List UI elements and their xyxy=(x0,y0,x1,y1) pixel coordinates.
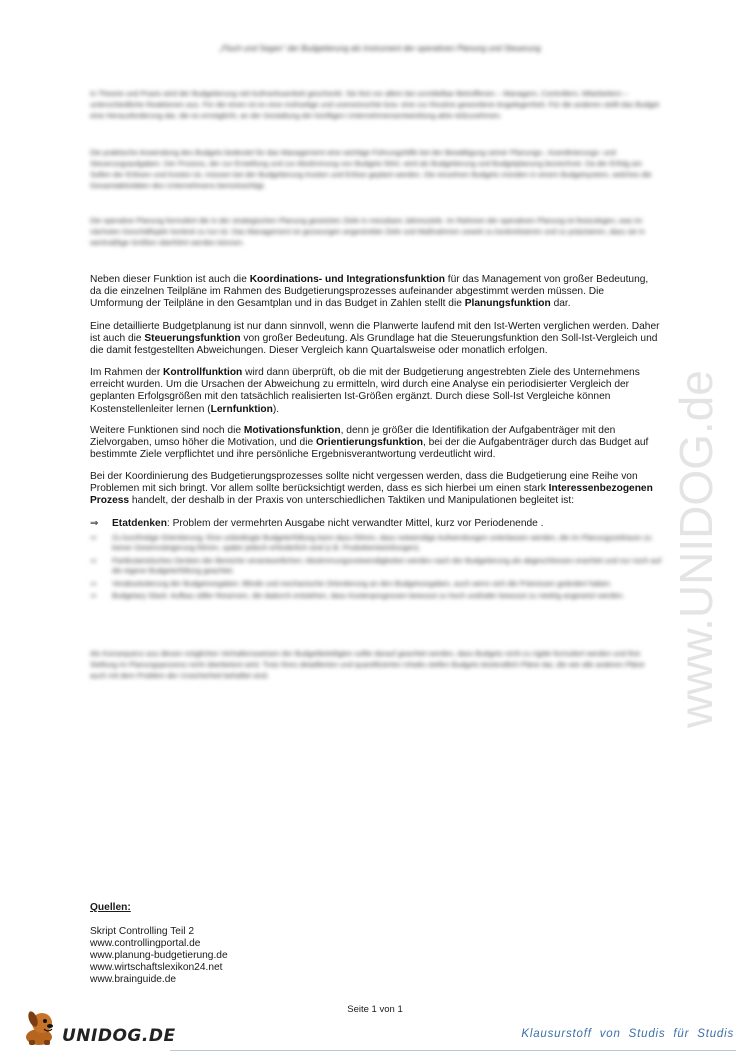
bullet-text: Partikularistisches Denken der Bereiche verantwortlichen: Abstimmungsnotwendigkeiten werden nach der Budgetierung als abgeschlossen erachtet und nur noch auf die eigene Budgeterfüllung geachtet. xyxy=(112,555,662,575)
bold-term: Steuerungsfunktion xyxy=(144,333,241,345)
paragraph-steuerungsfunktion xyxy=(90,321,660,358)
list-item xyxy=(90,579,670,590)
bold-term: Orientierungsfunktion xyxy=(315,437,423,449)
blurred-intro-paragraph-1: In Theorie und Praxis wird der Budgetierung viel Aufmerksamkeit geschenkt. Sie löst vor allem bei unmittelbar Betroffenen – Managern, Controllern, Mitarbeitern – unterschiedliche Reaktionen aus. Für die einen ist es eine mühselige und unerwünschte bzw. eine zur Routine gewordene Angelegenheit. Für die anderen stellt das Budget eine Herausforderung dar, die es ermöglicht, an der Gestaltung der künftigen Unternehmensentwicklung aktiv teilzunehmen. xyxy=(90,89,660,120)
arrow-icon: ⇒ xyxy=(90,532,97,542)
source-link[interactable]: www.planung-budgetierung.de xyxy=(90,950,228,961)
bold-term: Planungsfunktion xyxy=(464,298,551,310)
bold-term: Lernfunktion xyxy=(210,403,273,415)
blurred-conclusion-paragraph: Als Konsequenz aus diesen möglichen Verhaltensweisen der Budgetbeteiligten sollte darauf geachtet werden, dass Budgets nicht zu rigide formuliert werden und ihre Stellung im Planungsprozess nicht überbetont wird. Trotz ihres detaillierten und quantifizierten Inhalts stellen Budgets letztendlich Pläne dar, die wie alle anderen Pläne auch mit dem Problem der Unsicherheit behaftet sind. xyxy=(90,649,645,680)
list-item xyxy=(90,591,670,602)
bullet-text: Budgetary Slack: Aufbau stiller Reserven, die dadurch entstehen, dass Kostenprognosen bewusst zu hoch und/oder bewusst zu niedrig angesetzt werden. xyxy=(112,591,625,600)
paragraph-kontrollfunktion xyxy=(90,367,660,416)
source-link[interactable]: www.brainguide.de xyxy=(90,974,177,985)
bold-term: Kontrollfunktion xyxy=(163,367,243,378)
paragraph-text: für das Management von großer Bedeutung, da die einzelnen Teilpläne im Rahmen des Budgetierungsprozesses aufeinander abgestimmt werden müssen. Die Umformung der Teilpläne in den Gesamtplan und in das Budget in Zahlen stellt die xyxy=(90,274,649,310)
arrow-icon: ⇒ xyxy=(90,591,97,600)
unidog-logo xyxy=(20,1010,180,1052)
paragraph-text: handelt, der deshalb in der Praxis von unterschiedlichen Taktiken und Manipulationen begleitet ist: xyxy=(129,495,575,507)
arrow-icon: ⇒ xyxy=(90,555,97,565)
list-item xyxy=(90,533,670,554)
bullet-text: Verabsolutierung der Budgetvorgaben: Blinde und mechanische Orientierung an den Budgetvorgaben, auch wenn sich die Prämissen geändert haben. xyxy=(112,578,612,588)
list-item xyxy=(90,556,670,577)
paragraph-text: , bei der die Aufgabenträger durch das Budget auf bestimmte Ziele verpflichtet und ihre persönliche Ergebnisverantwortung verdeutlicht wird. xyxy=(90,437,649,461)
paragraph-text: Weitere Funktionen sind noch die xyxy=(90,425,244,436)
bold-term: Interessenbezogenen Prozess xyxy=(90,483,653,507)
source-link[interactable]: www.controllingportal.de xyxy=(90,938,201,949)
paragraph-text: ). xyxy=(272,403,280,415)
paragraph-koordinationsfunktion xyxy=(90,274,660,311)
paragraph-text: Im Rahmen der xyxy=(90,367,164,378)
footer-divider xyxy=(170,1050,736,1051)
watermark-text: www.UNIDOG.de xyxy=(670,370,722,728)
problem-list xyxy=(90,518,670,602)
logo-text: UNIDOG.DE xyxy=(62,1026,176,1046)
page-number: Seite 1 von 1 xyxy=(347,1004,403,1015)
paragraph-text: Bei der Koordinierung des Budgetierungsprozesses sollte nicht vergessen werden, dass die Budgetierung eine Reihe von Problemen mit sich bringt. Vor allem sollte berücksichtigt werden, dass es sich hierbei um einen stark xyxy=(90,471,638,495)
bullet-text: : Problem der vermehrten Ausgabe nicht verwandter Mittel, kurz vor Periodenende . xyxy=(166,518,544,529)
arrow-icon: ⇒ xyxy=(90,578,97,588)
sources-heading: Quellen: xyxy=(90,902,131,913)
paragraph-text: Neben dieser Funktion ist auch die xyxy=(90,274,250,285)
source-link[interactable]: www.wirtschaftslexikon24.net xyxy=(90,962,223,973)
blurred-intro-paragraph-3: Die operative Planung formuliert die in der strategischen Planung gesetzten Ziele in messbare Jahresziele. Im Rahmen der operativen Planung ist festzulegen, was im nächsten Geschäftsjahr konkret zu tun ist. Das Management ist gezwungen angestrebte Ziele und Maßnahmen soweit zu konkretisieren und zu präzisieren, dass sie in wertmäßige Größen überführt werden können. xyxy=(90,216,645,247)
bullet-term: Etatdenken xyxy=(112,518,167,529)
paragraph-text: , denn je größer die Identifikation der Aufgabenträger mit den Zielvorgaben, umso höher die Motivation, und die xyxy=(90,425,616,449)
footer-tagline: Klausurstoff von Studis für Studis xyxy=(521,1028,734,1040)
bold-term: Koordinations- und Integrationsfunktion xyxy=(249,274,445,285)
paragraph-text: von großer Bedeutung. Als Grundlage hat die Steuerungsfunktion den Soll-Ist-Vergleich und die damit festgestellten Abweichungen. Dieser Vergleich kann Quartalsweise oder monatlich erfolgen. xyxy=(90,333,658,357)
paragraph-text: Eine detaillierte Budgetplanung ist nur dann sinnvoll, wenn die Planwerte laufend mit den Ist-Werten verglichen werden. Daher ist auch die xyxy=(90,321,660,345)
watermark xyxy=(650,250,740,750)
bold-term: Motivationsfunktion xyxy=(243,425,341,436)
sources-section xyxy=(90,902,228,986)
bullet-text: Zu kurzfristige Orientierung: Eine unbedingte Budgeterfüllung kann dazu führen, dass notwendige Aufwendungen unterlassen werden, die im Planungszeitraum zu keiner Gewinnsteigerung führen, später jedoch erforderlich sind (z.B. Produktentwicklungen). xyxy=(112,532,652,552)
arrow-icon: ⇒ xyxy=(90,518,99,529)
paragraph-motivationsfunktion xyxy=(90,425,660,462)
blurred-intro-paragraph-2: Die praktische Anwendung des Budgets bedeutet für das Management eine wichtige Führungshilfe bei der Bewältigung seiner Planungs-, Koordinierungs- und Steuerungsaufgaben. Der Prozess, der zur Erstellung und zur Abstimmung von Budgets führt, wird als Budgetierung und Budgetplanung bezeichnet. Da der Erfolg am Sollen der Erlösen und Kosten ist, müssen bei der Budgetierung Kosten und Erlöse geplant werden. Die einzelnen Budgets münden in einem Budgetsystem, welches die Gesamtaktivitäten des Unternehmens berücksichtigt. xyxy=(90,148,652,190)
source-item: Skript Controlling Teil 2 xyxy=(90,926,194,937)
dog-mascot-icon xyxy=(20,1007,58,1052)
paragraph-text: wird dann überprüft, ob die mit der Budgetierung angestrebten Ziele des Unternehmens erreicht wurden. Um die Ursachen der Abweichung zu ermitteln, wird durch eine Analyse ein periodisierter Vergleich der geplanten Erfolgsgrößen mit den tatsächlich realisierten Ist-Größen ergänzt. Durch diese Soll-Ist Vergleiche können Kostenstellenleiter lernen ( xyxy=(90,367,640,415)
paragraph-text: dar. xyxy=(550,298,571,310)
document-title: „Fluch und Segen“ der Budgetierung als Instrument der operativen Planung und Steuerung xyxy=(219,44,541,53)
paragraph-interessenbezogener-prozess xyxy=(90,471,660,508)
list-item xyxy=(90,518,670,531)
